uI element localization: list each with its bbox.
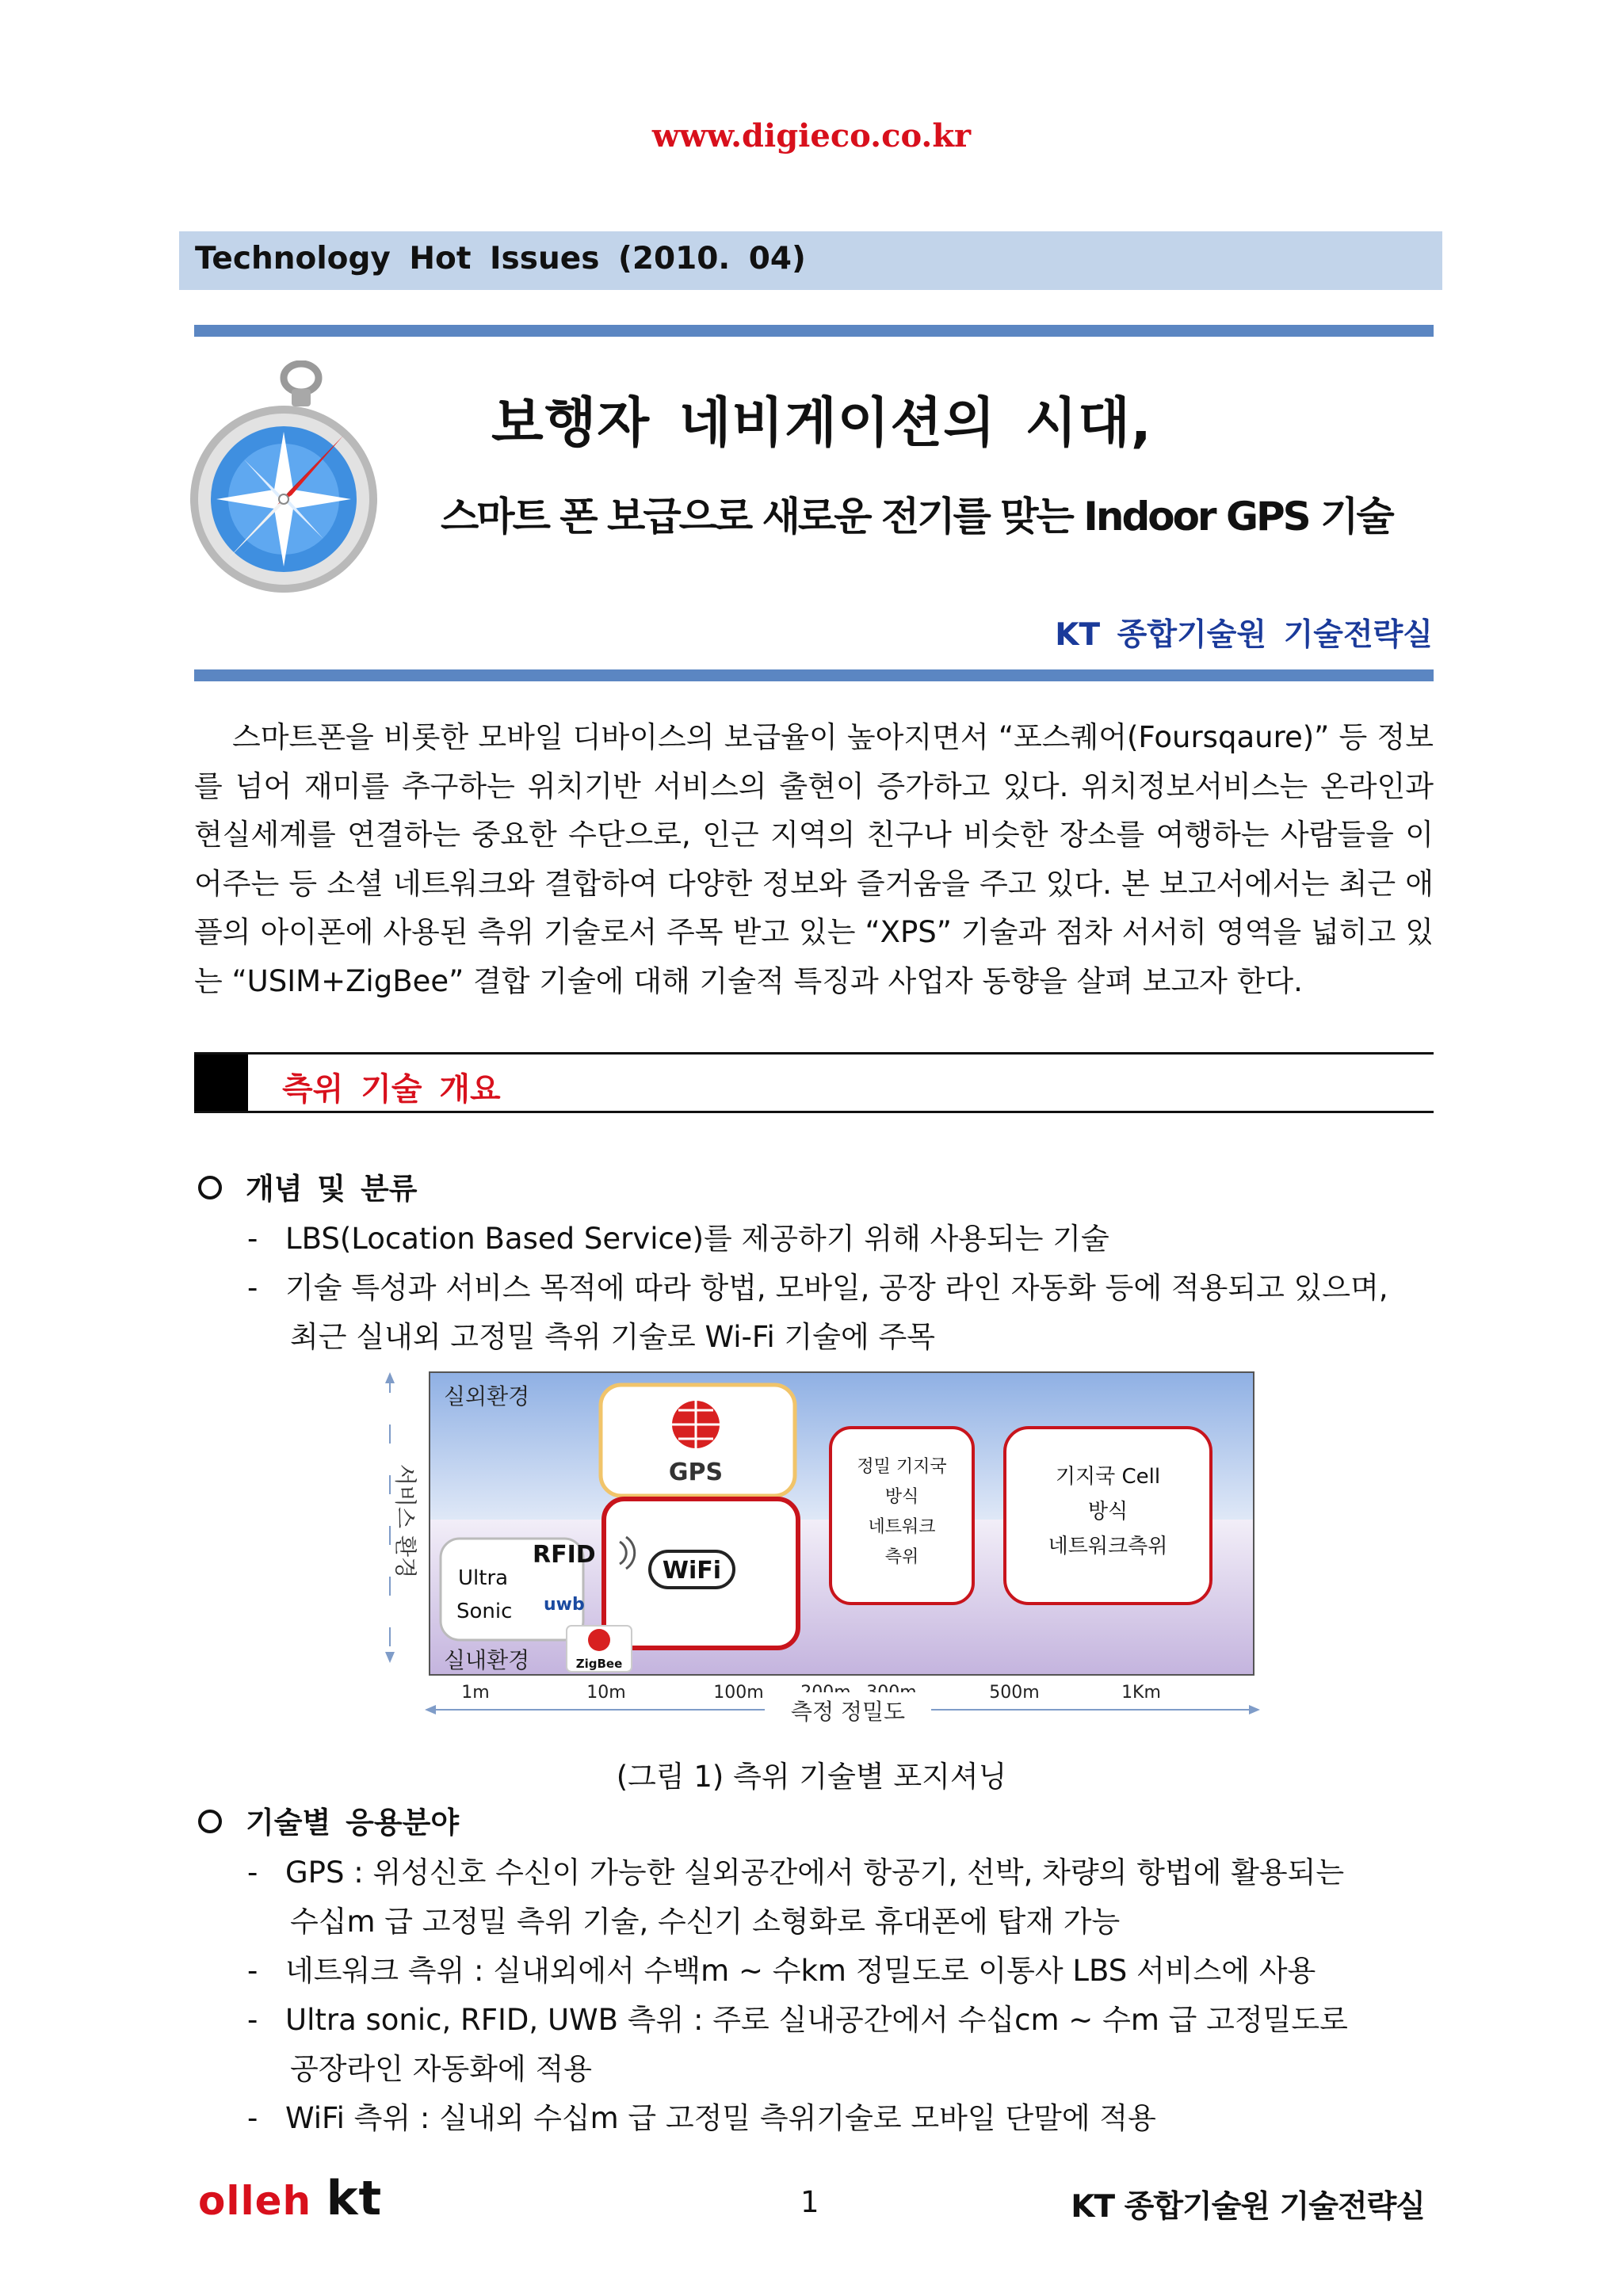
x-tick-label: 100m — [713, 1683, 764, 1703]
bullet-item: - GPS : 위성신호 수신이 가능한 실외공간에서 항공기, 선박, 차량의 항법에 활용되는 — [247, 1855, 1345, 1890]
section-title: 측위 기술 개요 — [282, 1071, 501, 1108]
x-tick-label: 1m — [461, 1683, 490, 1703]
subheading-concept — [198, 1165, 417, 1207]
title-sub: 스마트 폰 보급으로 새로운 전기를 맞는 Indoor GPS 기술 — [441, 494, 1392, 540]
intro-text: 스마트폰을 비롯한 모바일 디바이스의 보급율이 높아지면서 “포스퀘어(Foursqaure)” 등 정보를 넘어 재미를 추구하는 위치기반 서비스의 출현이 증가하고 있다. 위치정보서비스는 온라인과 현실세계를 연결하는 중요한 수단으로, 인근 지역의 친구나 비슷한 장소를 여행하는 사람들을 이어주는 등 소셜 네트워크와 결합하여 다양한 정보와 즐거움을 주고 있다. 본 보고서에서는 최근 애플의 아이폰에 사용된 측위 기술로서 주목 받고 있는 “XPS” 기술과 점차 서서히 영역을 넓히고 있는 “USIM+ZigBee” 결합 기술에 대해 기술적 특징과 사업자 동향을 살펴 보고자 한다. — [194, 720, 1434, 998]
header-title: Technology Hot Issues (2010. 04) — [195, 241, 806, 277]
wifi-label: WiFi — [662, 1557, 722, 1585]
page-number: 1 — [800, 2185, 819, 2219]
footer-org: KT 종합기술원 기술전략실 — [1071, 2189, 1425, 2225]
section-top-line — [194, 1052, 1434, 1055]
bullet-text: WiFi 측위 : 실내외 수십m 급 고정밀 측위기술로 모바일 단말에 적용 — [285, 2101, 1156, 2135]
intro-paragraph — [194, 713, 1434, 1005]
rfid-label: RFID — [533, 1541, 596, 1569]
bullet-continuation: 최근 실내외 고정밀 측위 기술로 Wi-Fi 기술에 주목 — [290, 1320, 935, 1354]
bullet-text: 네트워크 측위 : 실내외에서 수백m ~ 수km 정밀도로 이통사 LBS 서비스에 사용 — [285, 1954, 1316, 1988]
top-rule — [194, 325, 1434, 337]
uwb-label: uwb — [544, 1595, 585, 1615]
box2-line2: 방식 — [1087, 1500, 1128, 1524]
section-bottom-line — [194, 1111, 1434, 1113]
bullet-item: - 기술 특성과 서비스 목적에 따라 항법, 모바일, 공장 라인 자동화 등에 적용되고 있으며, — [247, 1271, 1388, 1305]
circle-bullet-icon — [198, 1176, 222, 1199]
ultra-label: Ultra — [458, 1566, 509, 1590]
title-main: 보행자 네비게이션의 시대, — [491, 392, 1152, 455]
compass-icon — [181, 360, 383, 598]
x-tick-label: 500m — [989, 1683, 1040, 1703]
bullet-item: - Ultra sonic, RFID, UWB 측위 : 주로 실내공간에서 수십cm ~ 수m 급 고정밀도로 — [247, 2003, 1348, 2037]
bullet-item: - WiFi 측위 : 실내외 수십m 급 고정밀 측위기술로 모바일 단말에 적용 — [247, 2101, 1156, 2135]
gps-label: GPS — [668, 1459, 724, 1486]
bullet-text: GPS : 위성신호 수신이 가능한 실외공간에서 항공기, 선박, 차량의 항법에 활용되는 — [285, 1855, 1345, 1890]
zigbee-icon — [588, 1629, 610, 1651]
sonic-label: Sonic — [456, 1600, 513, 1623]
subheading-applications-label: 기술별 응용분야 — [246, 1806, 460, 1840]
box1-line2: 방식 — [884, 1487, 919, 1507]
x-tick-label: 10m — [586, 1683, 626, 1703]
bullet-text: Ultra sonic, RFID, UWB 측위 : 주로 실내공간에서 수십cm ~ 수m 급 고정밀도로 — [285, 2003, 1348, 2037]
figure-caption: (그림 1) 측위 기술별 포지셔닝 — [616, 1760, 1007, 1794]
positioning-figure — [341, 1363, 1355, 1727]
zigbee-label: ZigBee — [575, 1657, 623, 1671]
box1-line4: 측위 — [884, 1547, 919, 1567]
bullet-text: 기술 특성과 서비스 목적에 따라 항법, 모바일, 공장 라인 자동화 등에 적용되고 있으며, — [285, 1271, 1388, 1305]
bullet-continuation: 수십m 급 고정밀 측위 기술, 수신기 소형화로 휴대폰에 탑재 가능 — [290, 1905, 1121, 1939]
box1-line1: 정밀 기지국 — [857, 1457, 947, 1477]
box2-line1: 기지국 Cell — [1055, 1465, 1161, 1489]
logo-kt: kt — [326, 2171, 383, 2226]
y-axis-label: 서비스 환경 — [392, 1463, 418, 1579]
box1-line3: 네트워크 — [868, 1517, 936, 1537]
bullet-item: - 네트워크 측위 : 실내외에서 수백m ~ 수km 정밀도로 이통사 LBS 서비스에 사용 — [247, 1954, 1316, 1988]
x-axis-label: 측정 정밀도 — [790, 1699, 906, 1725]
author-org: KT 종합기술원 기술전략실 — [1055, 617, 1433, 653]
outdoor-label: 실외환경 — [444, 1383, 530, 1409]
olleh-kt-logo — [198, 2171, 382, 2226]
bullet-continuation: 공장라인 자동화에 적용 — [290, 2052, 592, 2086]
circle-bullet-icon — [198, 1810, 222, 1833]
bullet-text: LBS(Location Based Service)를 제공하기 위해 사용되는 기술 — [285, 1222, 1109, 1256]
subheading-concept-label: 개념 및 분류 — [246, 1172, 418, 1206]
logo-olleh: olleh — [198, 2178, 312, 2224]
site-url[interactable]: www.digieco.co.kr — [651, 117, 972, 154]
indoor-label: 실내환경 — [444, 1647, 530, 1673]
bullet-item: - LBS(Location Based Service)를 제공하기 위해 사용되는 기술 — [247, 1222, 1109, 1256]
box2-line3: 네트워크측위 — [1048, 1535, 1168, 1558]
subheading-applications — [198, 1798, 459, 1841]
title-bottom-rule — [194, 669, 1434, 681]
x-tick-label: 1Km — [1121, 1683, 1161, 1703]
section-marker — [194, 1055, 248, 1111]
